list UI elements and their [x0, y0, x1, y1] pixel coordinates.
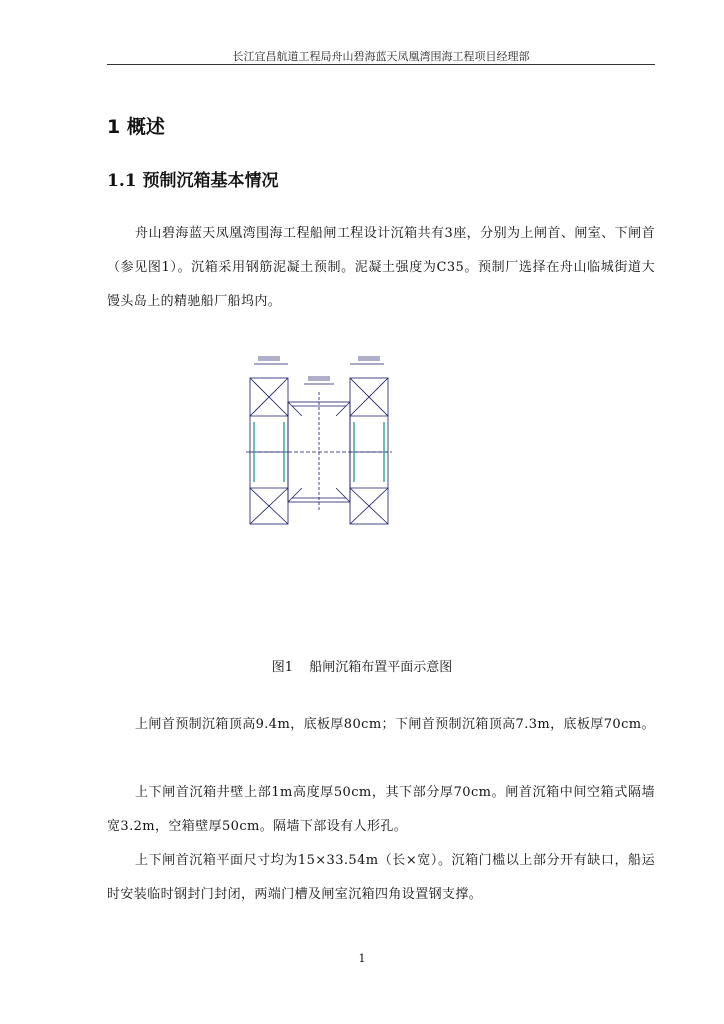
- lower-head-caisson: [350, 378, 388, 524]
- intro-paragraph: 舟山碧海蓝天凤凰湾围海工程船闸工程设计沉箱共有3座，分别为上闸首、闸室、下闸首（参见图1）。沉箱采用钢筋泥凝土预制。泥凝土强度为C35。预制厂选择在舟山临城街道大馒头岛上的精驰船厂船坞内。: [107, 226, 655, 309]
- subsection-heading: 1.1 预制沉箱基本情况: [107, 171, 279, 191]
- figure-number: 图1: [271, 660, 294, 675]
- figure-caption: [0, 656, 724, 675]
- upper-head-caisson: [250, 378, 288, 524]
- paragraph: 上下闸首沉箱平面尺寸均为15×33.54m（长×宽）。沉箱门槛以上部分开有缺口，船运时安装临时钢封门封闭，两端门槽及闸室沉箱四角设置钢支撑。: [107, 853, 655, 902]
- page-number: 1: [358, 952, 366, 965]
- paragraph: 上下闸首沉箱井壁上部1m高度厚50cm，其下部分厚70cm。闸首沉箱中间空箱式隔墙宽3.2m，空箱壁厚50cm。隔墙下部设有人形孔。: [107, 785, 655, 834]
- page-header: 长江宜昌航道工程局舟山碧海蓝天凤凰湾围海工程项目经理部: [232, 50, 530, 63]
- figure-title: 船闸沉箱布置平面示意图: [309, 660, 453, 675]
- section-heading: 1 概述: [107, 116, 165, 138]
- caisson-layout-figure: [246, 352, 392, 532]
- paragraph: 上闸首预制沉箱顶高9.4m，底板厚80cm；下闸首预制沉箱顶高7.3m，底板厚70cm。: [135, 717, 655, 732]
- header-divider: [107, 64, 655, 65]
